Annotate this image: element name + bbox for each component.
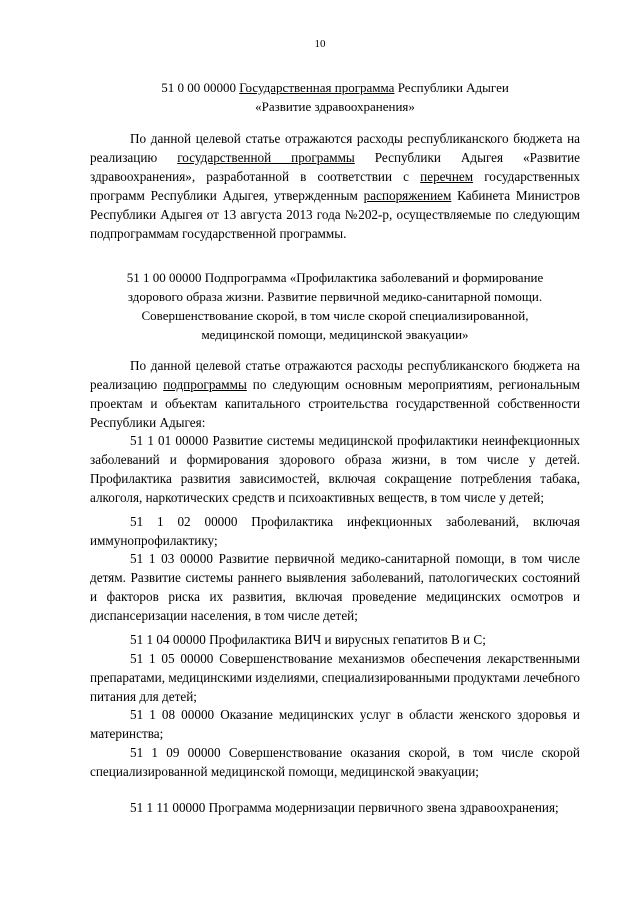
program-link[interactable]: Государственная программа: [239, 80, 395, 95]
program-paragraph: [90, 130, 580, 243]
state-program-link[interactable]: государственной программы: [177, 149, 355, 165]
list-item: 51 1 04 00000 Профилактика ВИЧ и вирусных гепатитов В и С;: [130, 632, 486, 647]
program-paragraph-text: Кабинета Министров Республики Адыгея от 13 августа 2013 года №202-р, осуществляемые по следующим подпрограммам государственной программы.: [90, 187, 580, 241]
program-heading-line2: «Развитие здравоохранения»: [255, 99, 415, 114]
program-paragraph-text: Республики Адыгея «Развитие здравоохранения», разработанной в соответствии с: [90, 149, 580, 184]
list-item: 51 1 09 00000 Совершенствование оказания скорой, в том числе скорой специализированной медицинской помощи, медицинской эвакуации;: [90, 745, 580, 779]
list-item: 51 1 02 00000 Профилактика инфекционных заболеваний, включая иммунопрофилактику;: [90, 514, 580, 548]
list-item: 51 1 05 00000 Совершенствование механизмов обеспечения лекарственными препаратами, медицинскими изделиями, специализированными продуктами лечебного питания для детей;: [90, 651, 580, 704]
program-paragraph-text: По данной целевой статье отражаются расходы республиканского бюджета на реализацию: [90, 131, 580, 165]
subprogram-paragraph: [90, 357, 580, 433]
list-item: 51 1 03 00000 Развитие первичной медико-санитарной помощи, в том числе детям. Развитие системы раннего выявления заболеваний, патологических состояний и факторов риска их развития, включая проведение медицинских осмотров и диспансеризации населения, в том числе детей;: [90, 551, 580, 623]
page-number: 10: [314, 38, 326, 50]
subprogram-paragraph-text: по следующим основным мероприятиям, региональным проектам и объектам капитального строительства государственной собственности Республики Адыгея:: [90, 376, 580, 430]
program-heading: [90, 78, 580, 116]
list-item: 51 1 01 00000 Развитие системы медицинской профилактики неинфекционных заболеваний и формирования здорового образа жизни, в том числе у детей. Профилактика развития зависимостей, включая сокращение потребления табака, алкоголя, наркотических средств и психоактивных веществ, в том числе у детей;: [90, 433, 580, 505]
list-item: 51 1 11 00000 Программа модернизации первичного звена здравоохранения;: [130, 800, 559, 815]
program-code: 51 0 00 00000: [161, 80, 236, 95]
list-link[interactable]: перечнем: [420, 168, 474, 184]
subprogram-heading: 51 1 00 00000 Подпрограмма «Профилактика заболеваний и формирование здорового образа жизни. Развитие первичной медико-санитарной помощи. Совершенствование скорой, в том числе скорой специализированной, медицинской помощи, медицинской эвакуации»: [126, 270, 544, 342]
order-link[interactable]: распоряжением: [363, 187, 452, 203]
subprogram-paragraph-text: По данной целевой статье отражаются расходы республиканского бюджета на реализацию: [90, 358, 580, 392]
list-item: 51 1 08 00000 Оказание медицинских услуг в области женского здоровья и материнства;: [90, 707, 580, 741]
program-paragraph-text: государственных программ Республики Адыгея, утвержденным: [90, 168, 580, 203]
subprogram-link[interactable]: подпрограммы: [163, 376, 247, 392]
program-heading-rest: Республики Адыгеи: [397, 80, 509, 95]
